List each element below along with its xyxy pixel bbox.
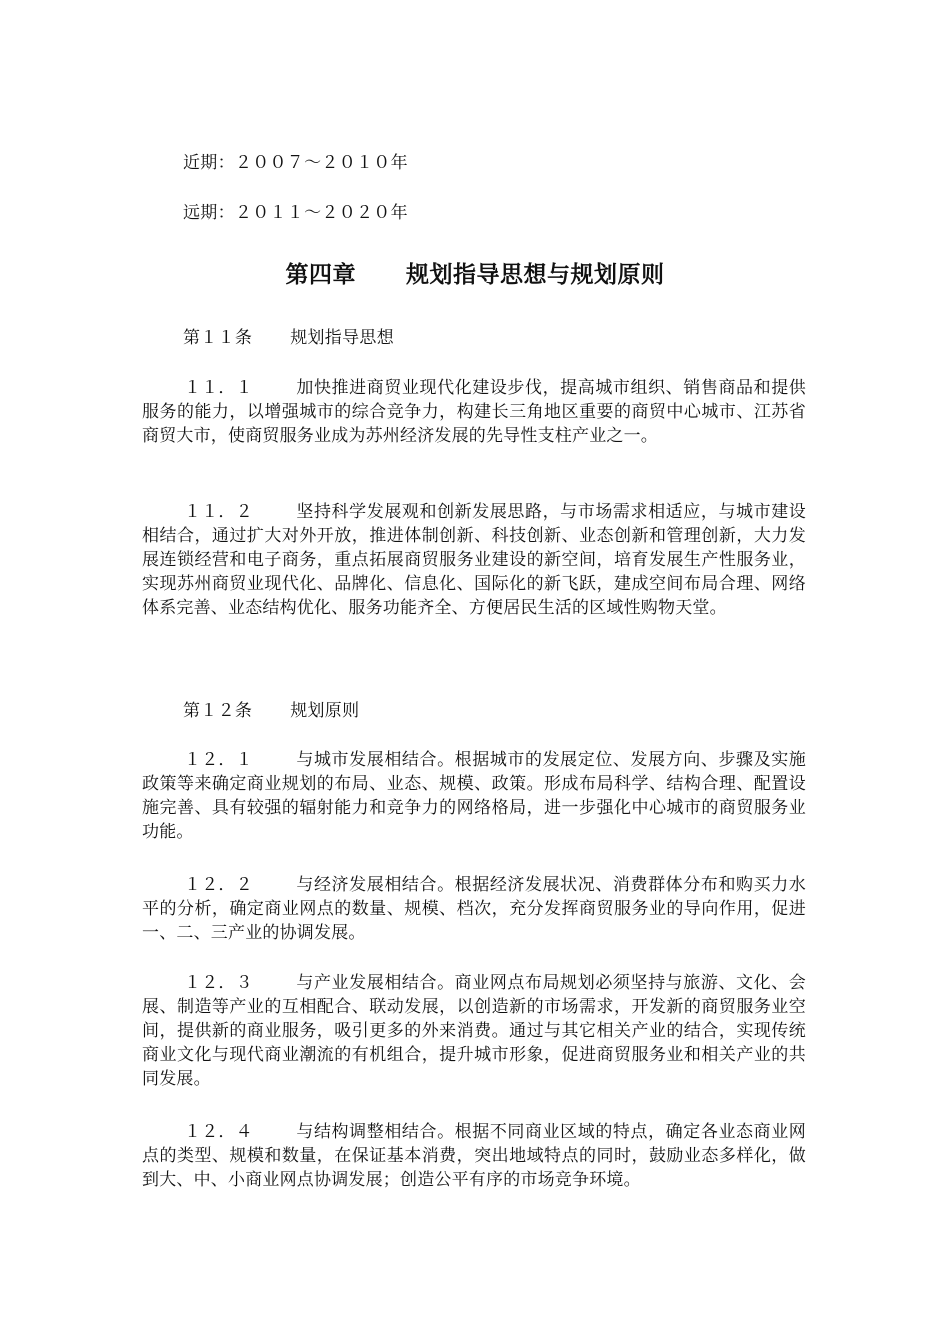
clause-12-4-text: 与结构调整相结合。根据不同商业区域的特点，确定各业态商业网点的类型、规模和数量，在保证基本消费，突出地域特点的同时，鼓励业态多样化，做到大、中、小商业网点协调发展；创造公平有序的市场竞争环境。 xyxy=(142,1122,806,1190)
clause-12-3 xyxy=(142,971,806,1091)
clause-12-1 xyxy=(142,748,806,844)
clause-11-2-text: 坚持科学发展观和创新发展思路，与市场需求相适应，与城市建设相结合，通过扩大对外开放，推进体制创新、科技创新、业态创新和管理创新，大力发展连锁经营和电子商务，重点拓展商贸服务业建设的新空间，培育发展生产性服务业，实现苏州商贸业现代化、品牌化、信息化、国际化的新飞跃，建成空间布局合理、网络体系完善、业态结构优化、服务功能齐全、方便居民生活的区域性购物天堂。 xyxy=(142,502,806,618)
clause-12-1-number: １２．１ xyxy=(184,750,253,770)
clause-12-1-text: 与城市发展相结合。根据城市的发展定位、发展方向、步骤及实施政策等来确定商业规划的布局、业态、规模、政策。形成布局科学、结构合理、配置设施完善、具有较强的辐射能力和竞争力的网络格局，进一步强化中心城市的商贸服务业功能。 xyxy=(142,750,806,842)
clause-11-1-text: 加快推进商贸业现代化建设步伐，提高城市组织、销售商品和提供服务的能力，以增强城市的综合竞争力，构建长三角地区重要的商贸中心城市、江苏省商贸大市，使商贸服务业成为苏州经济发展的先导性支柱产业之一。 xyxy=(142,378,806,446)
clause-11-1 xyxy=(142,376,806,448)
clause-12-2-text: 与经济发展相结合。根据经济发展状况、消费群体分布和购买力水平的分析，确定商业网点的数量、规模、档次，充分发挥商贸服务业的导向作用，促进一、二、三产业的协调发展。 xyxy=(142,875,806,943)
long-term-period: 远期：２０１１～２０２０年 xyxy=(183,203,408,223)
clause-12-3-number: １２．３ xyxy=(184,973,253,993)
clause-12-4-number: １２．４ xyxy=(184,1122,253,1142)
near-term-period: 近期：２００７～２０１０年 xyxy=(183,153,408,173)
clause-12-4 xyxy=(142,1120,806,1192)
chapter-number: 第四章 xyxy=(285,262,356,288)
clause-12-3-text: 与产业发展相结合。商业网点布局规划必须坚持与旅游、文化、会展、制造等产业的互相配合、联动发展，以创造新的市场需求，开发新的商贸服务业空间，提供新的商业服务，吸引更多的外来消费。通过与其它相关产业的结合，实现传统商业文化与现代商业潮流的有机组合，提升城市形象，促进商贸服务业和相关产业的共同发展。 xyxy=(142,973,806,1089)
article-12-number: 第１２条 xyxy=(183,701,253,721)
article-11-number: 第１１条 xyxy=(183,328,253,348)
clause-12-2-number: １２．２ xyxy=(184,875,253,895)
article-11-title: 规划指导思想 xyxy=(290,328,395,348)
article-11-heading xyxy=(183,325,394,351)
clause-11-2 xyxy=(142,500,806,620)
clause-11-1-number: １１．１ xyxy=(184,378,253,398)
clause-11-2-number: １１．２ xyxy=(184,502,253,522)
article-12-heading xyxy=(183,698,359,724)
clause-12-2 xyxy=(142,873,806,945)
chapter-heading xyxy=(0,260,950,290)
chapter-title: 规划指导思想与规划原则 xyxy=(406,262,665,288)
article-12-title: 规划原则 xyxy=(290,701,360,721)
